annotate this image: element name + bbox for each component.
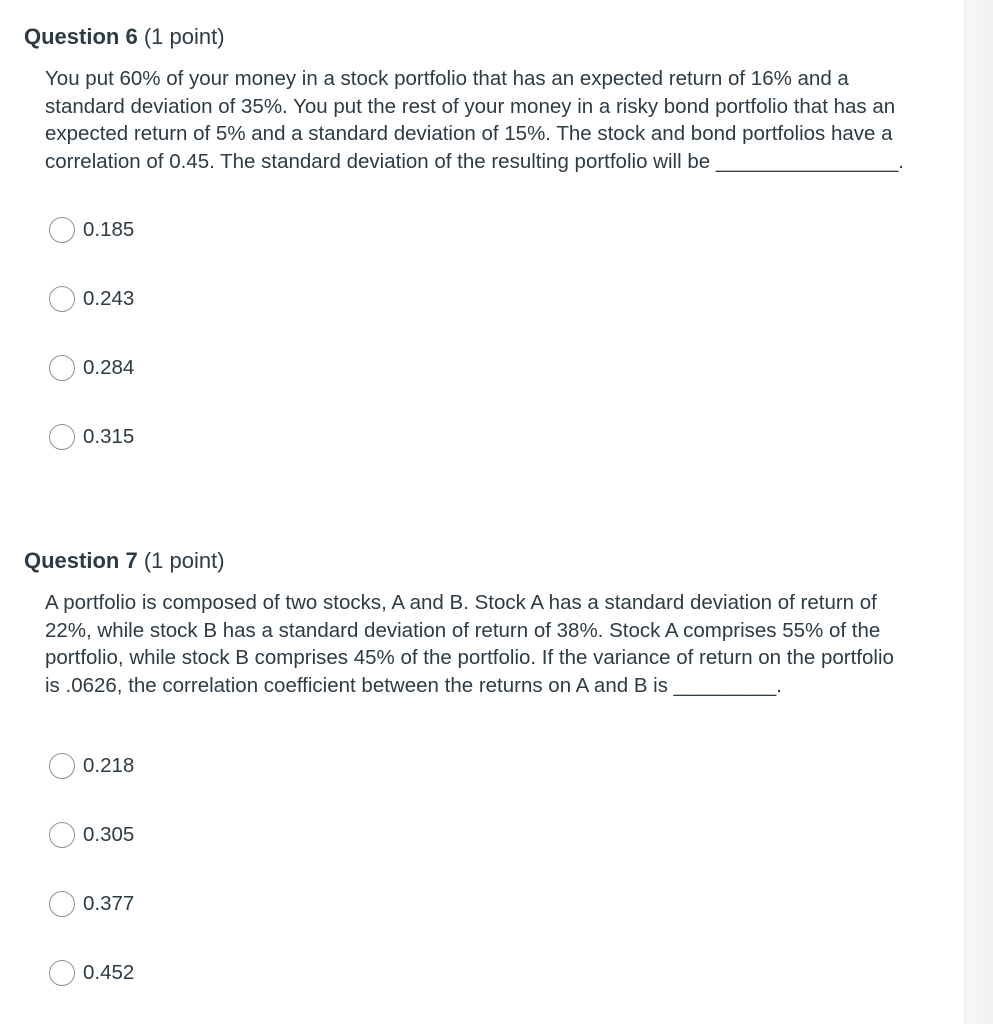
- answer-option[interactable]: [49, 957, 924, 989]
- answer-option[interactable]: [49, 421, 924, 453]
- answer-label[interactable]: 0.452: [83, 961, 135, 984]
- answer-label[interactable]: 0.185: [83, 218, 135, 241]
- answer-option[interactable]: [49, 888, 924, 920]
- answer-option[interactable]: [49, 750, 924, 782]
- question-7: [24, 546, 924, 989]
- answer-label[interactable]: 0.218: [83, 754, 135, 777]
- radio-button[interactable]: [49, 355, 75, 381]
- question-7-points: (1 point): [143, 548, 225, 573]
- radio-button[interactable]: [49, 753, 75, 779]
- radio-button[interactable]: [49, 960, 75, 986]
- question-6-points: (1 point): [143, 24, 225, 49]
- question-7-header: [24, 546, 924, 576]
- question-6-header: [24, 22, 924, 52]
- answer-option[interactable]: [49, 214, 924, 246]
- radio-button[interactable]: [49, 424, 75, 450]
- question-6-answers: [24, 214, 924, 453]
- page-gutter: [964, 0, 993, 1024]
- question-6-text: You put 60% of your money in a stock portfolio that has an expected return of 16% and a standard deviation of 35%. You put the rest of your money in a risky bond portfolio that has an expected return of 5% and a standard deviation of 15%. The stock and bond portfolios have a correlation of 0.45. The standard deviation of the resulting portfolio will be ________________.: [45, 67, 904, 173]
- question-7-answers: [24, 750, 924, 989]
- question-6-title: Question 6: [24, 24, 138, 49]
- answer-label[interactable]: 0.377: [83, 892, 135, 915]
- question-6: [24, 22, 924, 453]
- radio-button[interactable]: [49, 286, 75, 312]
- answer-option[interactable]: [49, 819, 924, 851]
- answer-label[interactable]: 0.315: [83, 425, 135, 448]
- radio-button[interactable]: [49, 891, 75, 917]
- question-7-text: A portfolio is composed of two stocks, A and B. Stock A has a standard deviation of return of 22%, while stock B has a standard deviation of return of 38%. Stock A comprises 55% of the portfolio, while stock B comprises 45% of the portfolio. If the variance of return on the portfolio is .0626, the correlation coefficient between the returns on A and B is _________.: [45, 591, 894, 697]
- question-7-title: Question 7: [24, 548, 138, 573]
- radio-button[interactable]: [49, 217, 75, 243]
- answer-label[interactable]: 0.243: [83, 287, 135, 310]
- radio-button[interactable]: [49, 822, 75, 848]
- answer-option[interactable]: [49, 352, 924, 384]
- answer-option[interactable]: [49, 283, 924, 315]
- answer-label[interactable]: 0.305: [83, 823, 135, 846]
- answer-label[interactable]: 0.284: [83, 356, 135, 379]
